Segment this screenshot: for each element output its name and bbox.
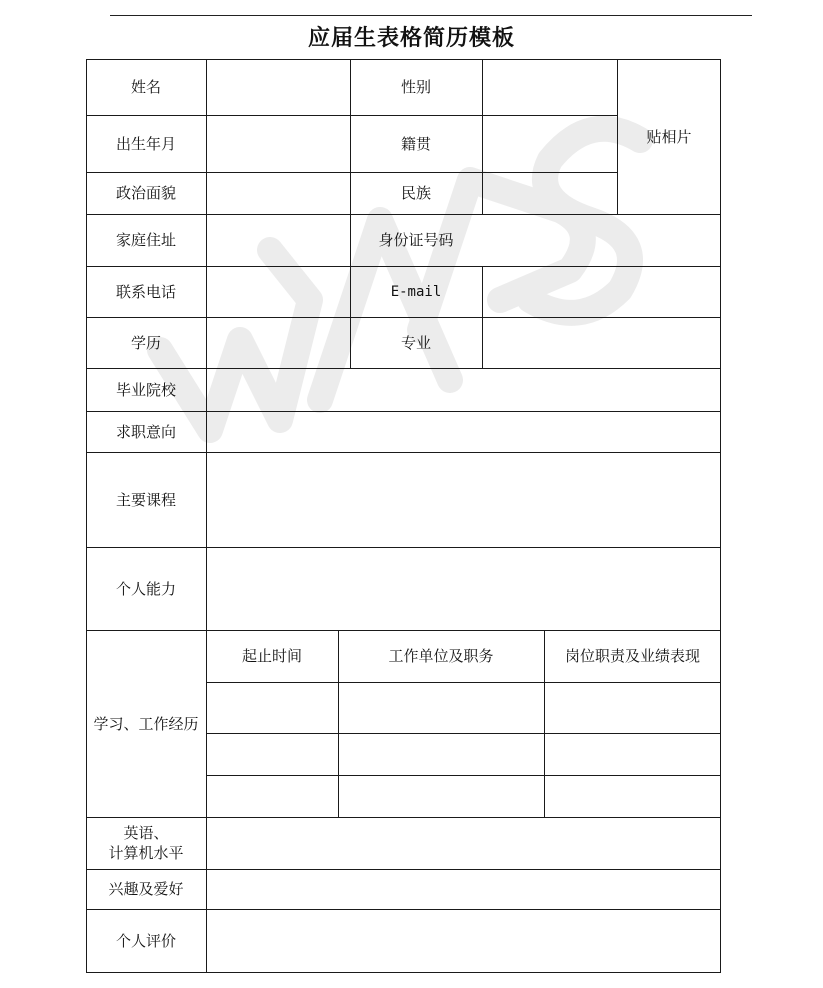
exp-header-employer: 工作单位及职务	[388, 647, 494, 665]
ethnicity-field[interactable]	[483, 173, 617, 214]
label-address: 家庭住址	[115, 231, 176, 249]
label-political-status: 政治面貌	[115, 184, 176, 202]
language-computer-field[interactable]	[207, 818, 720, 869]
gender-field[interactable]	[483, 60, 617, 115]
label-birth: 出生年月	[115, 134, 176, 153]
address-field[interactable]	[207, 215, 350, 266]
birth-field[interactable]	[207, 116, 350, 172]
exp-row-2-duties[interactable]	[545, 734, 720, 775]
label-name: 姓名	[130, 78, 161, 96]
label-id-number: 身份证号码	[378, 231, 454, 249]
photo-field[interactable]	[618, 60, 720, 214]
exp-header-period: 起止时间	[241, 647, 302, 665]
label-abilities: 个人能力	[115, 579, 176, 598]
education-field[interactable]	[207, 318, 350, 368]
email-field[interactable]	[483, 267, 720, 317]
phone-field[interactable]	[207, 267, 350, 317]
label-experience: 学习、工作经历	[93, 714, 199, 733]
label-ethnicity: 民族	[400, 184, 431, 202]
id-number-field[interactable]	[483, 215, 720, 266]
label-self-evaluation: 个人评价	[115, 931, 176, 950]
exp-row-2-period[interactable]	[207, 734, 338, 775]
resume-table	[86, 59, 721, 973]
school-field[interactable]	[207, 369, 720, 411]
label-language-line2: 计算机水平	[108, 844, 184, 862]
major-field[interactable]	[483, 318, 720, 368]
exp-row-1-period[interactable]	[207, 683, 338, 733]
exp-row-3-duties[interactable]	[545, 776, 720, 817]
exp-header-duties: 岗位职责及业绩表现	[564, 647, 700, 665]
label-job-intent: 求职意向	[115, 422, 176, 441]
exp-row-1-duties[interactable]	[545, 683, 720, 733]
label-language-line1: 英语、	[123, 824, 169, 842]
name-field[interactable]	[207, 60, 350, 115]
exp-row-3-period[interactable]	[207, 776, 338, 817]
label-courses: 主要课程	[115, 490, 176, 509]
hobbies-field[interactable]	[207, 870, 720, 909]
label-native-place: 籍贯	[400, 134, 431, 153]
label-email: E-mail	[390, 283, 442, 300]
label-phone: 联系电话	[115, 282, 176, 301]
label-language-computer	[86, 817, 206, 869]
header-rule	[110, 15, 752, 16]
label-school: 毕业院校	[115, 380, 176, 399]
abilities-field[interactable]	[207, 548, 720, 630]
label-major: 专业	[400, 333, 431, 352]
label-education: 学历	[130, 333, 161, 352]
job-intent-field[interactable]	[207, 412, 720, 452]
photo-placeholder: 贴相片	[646, 127, 692, 146]
page-title: 应届生表格简历模板	[307, 25, 515, 51]
exp-row-2-employer[interactable]	[339, 734, 544, 775]
self-evaluation-field[interactable]	[207, 910, 720, 972]
label-hobbies: 兴趣及爱好	[108, 880, 184, 898]
native-place-field[interactable]	[483, 116, 617, 172]
exp-row-3-employer[interactable]	[339, 776, 544, 817]
label-gender: 性别	[400, 78, 431, 96]
exp-row-1-employer[interactable]	[339, 683, 544, 733]
courses-field[interactable]	[207, 453, 720, 547]
political-status-field[interactable]	[207, 173, 350, 214]
